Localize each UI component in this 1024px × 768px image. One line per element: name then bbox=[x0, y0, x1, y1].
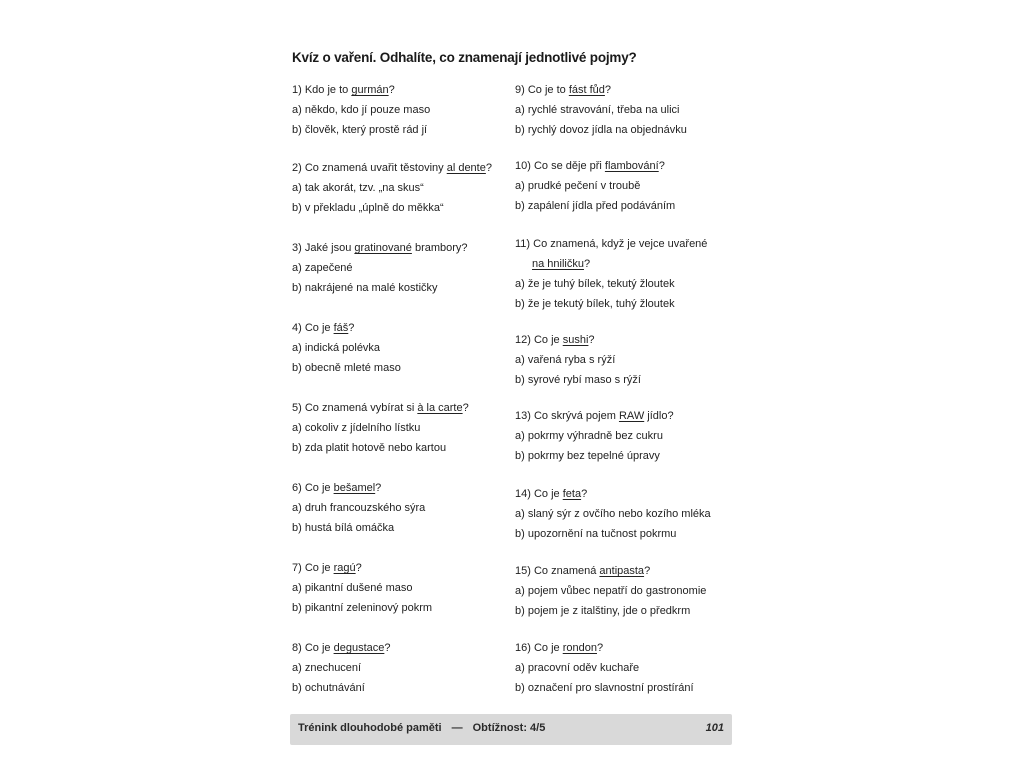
question-number: 7) bbox=[292, 562, 302, 574]
question-4 bbox=[292, 318, 401, 378]
question-text bbox=[515, 638, 694, 658]
question-3 bbox=[292, 238, 468, 298]
option-a: a) prudké pečení v troubě bbox=[515, 180, 641, 192]
option-b: b) zda platit hotově nebo kartou bbox=[292, 442, 447, 454]
question-text bbox=[292, 80, 430, 100]
question-number: 15) bbox=[515, 565, 531, 577]
question-text bbox=[515, 406, 674, 426]
question-number: 10) bbox=[515, 160, 531, 172]
question-prefix: Jaké jsou bbox=[304, 242, 352, 254]
question-text bbox=[515, 80, 687, 100]
question-suffix: ? bbox=[355, 562, 362, 574]
term: gurmán bbox=[351, 84, 389, 96]
question-12 bbox=[515, 330, 641, 390]
question-9 bbox=[515, 80, 687, 140]
question-text-continued bbox=[515, 254, 707, 274]
question-16 bbox=[515, 638, 694, 698]
question-suffix: jídlo? bbox=[647, 410, 674, 422]
question-number: 5) bbox=[292, 402, 302, 414]
question-prefix: Co se děje při bbox=[533, 160, 602, 172]
footer-section: Trénink dlouhodobé paměti bbox=[298, 722, 442, 734]
question-text bbox=[515, 156, 675, 176]
option-b: b) obecně mleté maso bbox=[292, 362, 401, 374]
question-number: 8) bbox=[292, 642, 302, 654]
term: al dente bbox=[446, 162, 486, 174]
question-text bbox=[515, 330, 641, 350]
term: ragú bbox=[333, 562, 356, 574]
term: feta bbox=[562, 488, 582, 500]
question-number: 1) bbox=[292, 84, 302, 96]
footer-separator: — bbox=[451, 722, 463, 734]
term: bešamel bbox=[333, 482, 376, 494]
term: fást fůd bbox=[568, 84, 605, 96]
question-prefix: Kdo je to bbox=[304, 84, 349, 96]
question-number: 2) bbox=[292, 162, 302, 174]
term: gratinované bbox=[354, 242, 412, 254]
term: sushi bbox=[562, 334, 589, 346]
option-a: a) vařená ryba s rýží bbox=[515, 354, 616, 366]
option-a: a) že je tuhý bílek, tekutý žloutek bbox=[515, 278, 675, 290]
option-a: a) rychlé stravování, třeba na ulici bbox=[515, 104, 680, 116]
question-text bbox=[292, 478, 425, 498]
question-suffix: ? bbox=[348, 322, 355, 334]
option-b: b) upozornění na tučnost pokrmu bbox=[515, 528, 677, 540]
option-b: b) označení pro slavnostní prostírání bbox=[515, 682, 694, 694]
question-suffix: ? bbox=[462, 402, 469, 414]
question-number: 4) bbox=[292, 322, 302, 334]
question-prefix: Co znamená uvařit těstoviny bbox=[304, 162, 444, 174]
question-suffix: ? bbox=[581, 488, 588, 500]
option-a: a) pokrmy výhradně bez cukru bbox=[515, 430, 663, 442]
question-6 bbox=[292, 478, 425, 538]
page-footer bbox=[290, 714, 732, 745]
question-number: 13) bbox=[515, 410, 531, 422]
term: à la carte bbox=[417, 402, 463, 414]
question-prefix: Co je bbox=[533, 334, 560, 346]
question-text bbox=[292, 398, 469, 418]
question-suffix: ? bbox=[644, 565, 651, 577]
question-prefix: Co znamená, když je vejce uvařené bbox=[533, 238, 708, 250]
option-a: a) druh francouzského sýra bbox=[292, 502, 426, 514]
option-b: b) pokrmy bez tepelné úpravy bbox=[515, 450, 660, 462]
option-b: b) pikantní zeleninový pokrm bbox=[292, 602, 433, 614]
question-suffix: ? bbox=[388, 84, 395, 96]
option-a: a) pikantní dušené maso bbox=[292, 582, 413, 594]
question-7 bbox=[292, 558, 432, 618]
option-b: b) syrové rybí maso s rýží bbox=[515, 374, 641, 386]
question-13 bbox=[515, 406, 674, 466]
question-2 bbox=[292, 158, 492, 218]
question-suffix: ? bbox=[596, 642, 604, 654]
option-b: b) hustá bílá omáčka bbox=[292, 522, 395, 534]
question-prefix: Co je bbox=[533, 642, 560, 654]
question-number: 14) bbox=[515, 488, 531, 500]
option-b: b) nakrájené na malé kostičky bbox=[292, 282, 438, 294]
option-a: a) pojem vůbec nepatří do gastronomie bbox=[515, 585, 707, 597]
question-text bbox=[292, 238, 468, 258]
question-prefix: Co je bbox=[304, 482, 331, 494]
option-b: b) rychlý dovoz jídla na objednávku bbox=[515, 124, 687, 136]
question-prefix: Co je bbox=[533, 488, 560, 500]
question-prefix: Co skrývá pojem bbox=[533, 410, 616, 422]
option-a: a) znechucení bbox=[292, 662, 362, 674]
question-14 bbox=[515, 484, 711, 544]
question-suffix: ? bbox=[384, 642, 391, 654]
question-suffix: ? bbox=[588, 334, 595, 346]
term: RAW bbox=[618, 410, 645, 422]
question-prefix: Co je bbox=[304, 642, 331, 654]
question-text bbox=[292, 558, 432, 578]
option-a: a) slaný sýr z ovčího nebo kozího mléka bbox=[515, 508, 711, 520]
question-text bbox=[292, 638, 390, 658]
option-b: b) v překladu „úplně do měkka“ bbox=[292, 202, 444, 214]
question-text bbox=[515, 234, 707, 254]
option-b: b) zapálení jídla před podáváním bbox=[515, 200, 676, 212]
question-prefix: Co je to bbox=[527, 84, 566, 96]
option-a: a) zapečené bbox=[292, 262, 353, 274]
option-a: a) tak akorát, tzv. „na skus“ bbox=[292, 182, 424, 194]
footer-difficulty: Obtížnost: 4/5 bbox=[472, 722, 546, 734]
option-b: b) že je tekutý bílek, tuhý žloutek bbox=[515, 298, 675, 310]
option-a: a) někdo, kdo jí pouze maso bbox=[292, 104, 431, 116]
term: degustace bbox=[333, 642, 385, 654]
question-1 bbox=[292, 80, 430, 140]
question-suffix: ? bbox=[485, 162, 492, 174]
option-a: a) pracovní oděv kuchaře bbox=[515, 662, 640, 674]
question-number: 6) bbox=[292, 482, 302, 494]
option-b: b) ochutnávání bbox=[292, 682, 365, 694]
question-suffix: ? bbox=[375, 482, 382, 494]
term: rondon bbox=[562, 642, 597, 654]
term: antipasta bbox=[599, 565, 645, 577]
option-a: a) cokoliv z jídelního lístku bbox=[292, 422, 421, 434]
question-10 bbox=[515, 156, 675, 216]
question-15 bbox=[515, 561, 706, 621]
term: na hniličku bbox=[532, 258, 584, 270]
page-number: 101 bbox=[705, 722, 724, 734]
option-b: b) člověk, který prostě rád jí bbox=[292, 124, 428, 136]
question-prefix: Co je bbox=[304, 322, 331, 334]
term: flambování bbox=[604, 160, 659, 172]
page-title: Kvíz o vaření. Odhalíte, co znamenají jednotlivé pojmy? bbox=[292, 50, 637, 65]
option-b: b) pojem je z italštiny, jde o předkrm bbox=[515, 605, 691, 617]
question-11 bbox=[515, 234, 707, 314]
question-suffix: brambory? bbox=[414, 242, 468, 254]
question-number: 11) bbox=[515, 238, 531, 250]
question-prefix: Co znamená vybírat si bbox=[304, 402, 415, 414]
question-text bbox=[515, 484, 711, 504]
question-text bbox=[292, 158, 492, 178]
question-text bbox=[292, 318, 401, 338]
question-suffix: ? bbox=[583, 258, 591, 270]
question-number: 12) bbox=[515, 334, 531, 346]
question-8 bbox=[292, 638, 390, 698]
term: fáš bbox=[333, 322, 349, 334]
footer-info bbox=[298, 722, 545, 734]
question-number: 9) bbox=[515, 84, 525, 96]
question-suffix: ? bbox=[658, 160, 665, 172]
question-prefix: Co je bbox=[304, 562, 331, 574]
question-number: 3) bbox=[292, 242, 302, 254]
question-text bbox=[515, 561, 706, 581]
question-5 bbox=[292, 398, 469, 458]
question-number: 16) bbox=[515, 642, 531, 654]
question-suffix: ? bbox=[604, 84, 612, 96]
question-prefix: Co znamená bbox=[533, 565, 597, 577]
option-a: a) indická polévka bbox=[292, 342, 381, 354]
